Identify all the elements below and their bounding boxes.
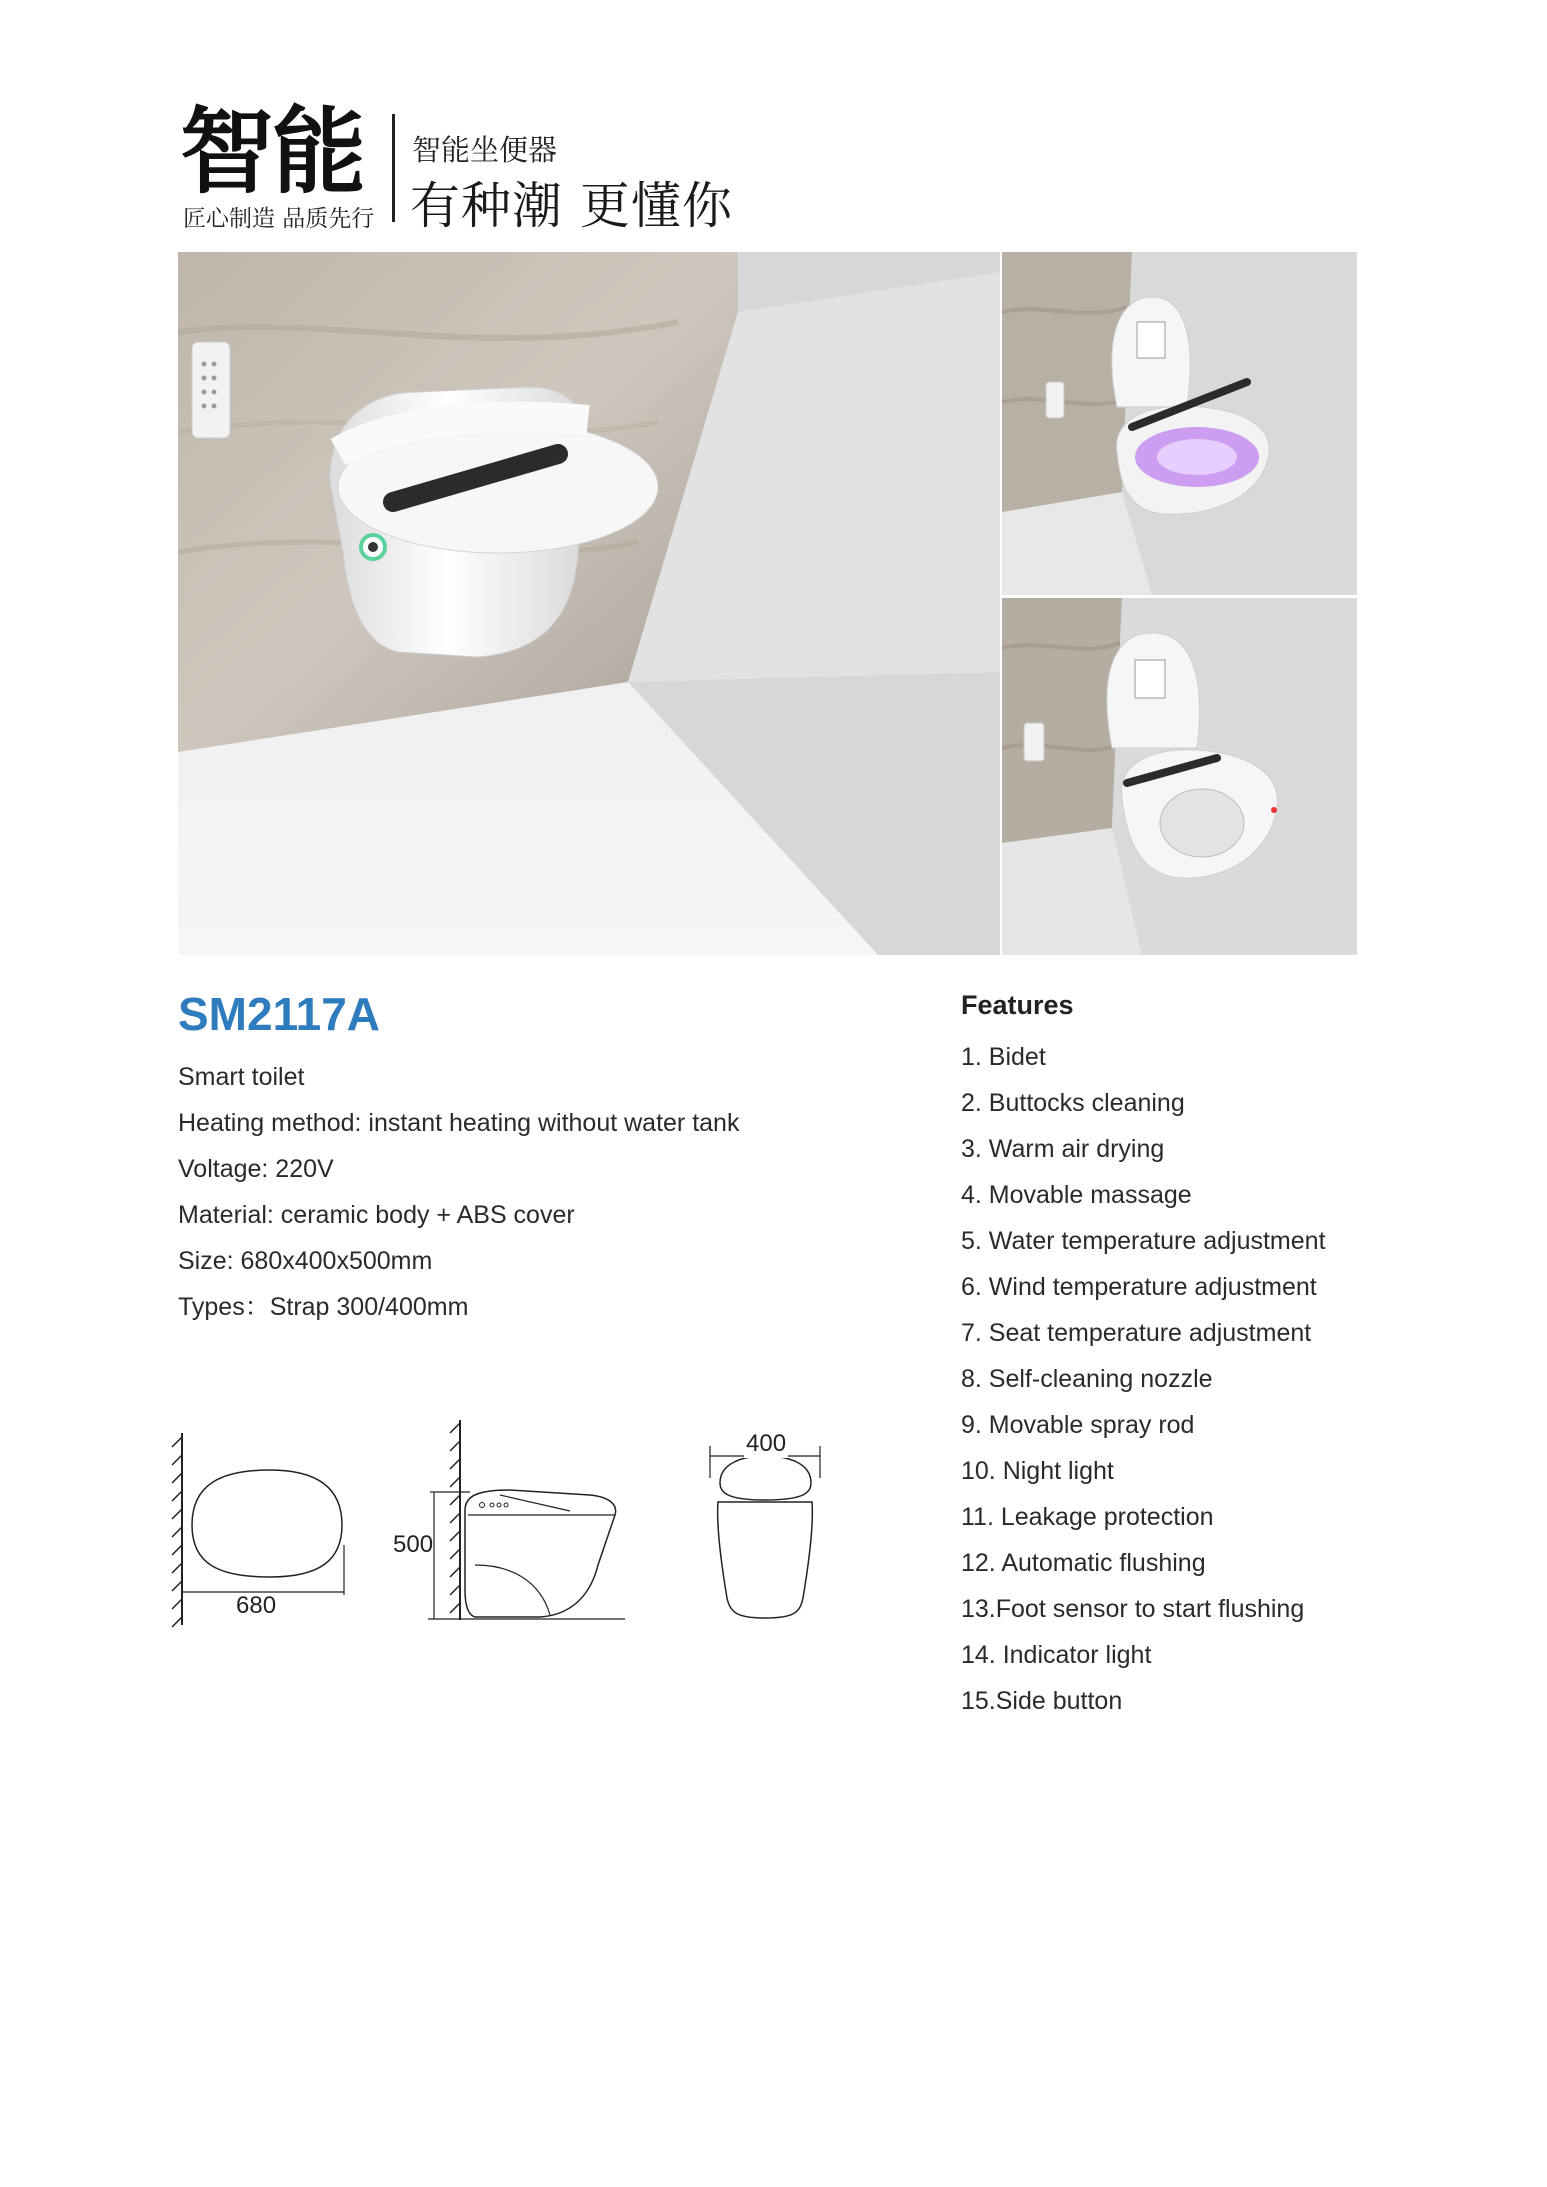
slogan-top: 智能坐便器 — [412, 133, 558, 167]
feature-item: 13.Foot sensor to start flushing — [961, 1595, 1305, 1623]
feature-item: 4. Movable massage — [961, 1181, 1192, 1209]
dimension-label-height: 500 — [393, 1531, 434, 1558]
spec-item: Material: ceramic body + ABS cover — [178, 1201, 575, 1229]
spec-item: Smart toilet — [178, 1063, 305, 1091]
dimension-label-width: 400 — [746, 1430, 787, 1457]
spec-item: Voltage: 220V — [178, 1155, 334, 1183]
photo-lid-open-night-light — [1002, 252, 1357, 595]
feature-item: 5. Water temperature adjustment — [961, 1227, 1326, 1255]
feature-item: 15.Side button — [961, 1687, 1123, 1715]
dimension-label-length: 680 — [236, 1592, 277, 1619]
brand-logo-text: 智能 — [180, 98, 365, 207]
feature-item: 9. Movable spray rod — [961, 1411, 1195, 1439]
feature-item: 14. Indicator light — [961, 1641, 1152, 1669]
feature-item: 1. Bidet — [961, 1043, 1046, 1071]
feature-item: 8. Self-cleaning nozzle — [961, 1365, 1213, 1393]
feature-item: 6. Wind temperature adjustment — [961, 1273, 1317, 1301]
feature-item: 7. Seat temperature adjustment — [961, 1319, 1312, 1347]
brand-tagline: 匠心制造 品质先行 — [183, 206, 375, 232]
dimension-drawing-side-view — [420, 1415, 640, 1635]
header-divider — [392, 114, 395, 222]
product-model: SM2117A — [178, 988, 381, 1040]
features-list — [961, 1034, 1326, 1724]
spec-item: Types：Strap 300/400mm — [178, 1293, 469, 1321]
spec-item: Heating method: instant heating without water tank — [178, 1109, 740, 1137]
feature-item: 2. Buttocks cleaning — [961, 1089, 1185, 1117]
feature-item: 11. Leakage protection — [961, 1503, 1214, 1531]
feature-item: 3. Warm air drying — [961, 1135, 1165, 1163]
slogan-main: 有种潮 更懂你 — [410, 177, 733, 235]
features-title: Features — [961, 990, 1074, 1020]
feature-item: 12. Automatic flushing — [961, 1549, 1206, 1577]
main-product-photo — [178, 252, 1000, 955]
spec-item: Size: 680x400x500mm — [178, 1247, 433, 1275]
spec-list — [178, 1054, 739, 1330]
feature-item: 10. Night light — [961, 1457, 1114, 1485]
photo-lid-open-seat — [1002, 598, 1357, 955]
dimension-drawing-front-view — [708, 1438, 828, 1628]
